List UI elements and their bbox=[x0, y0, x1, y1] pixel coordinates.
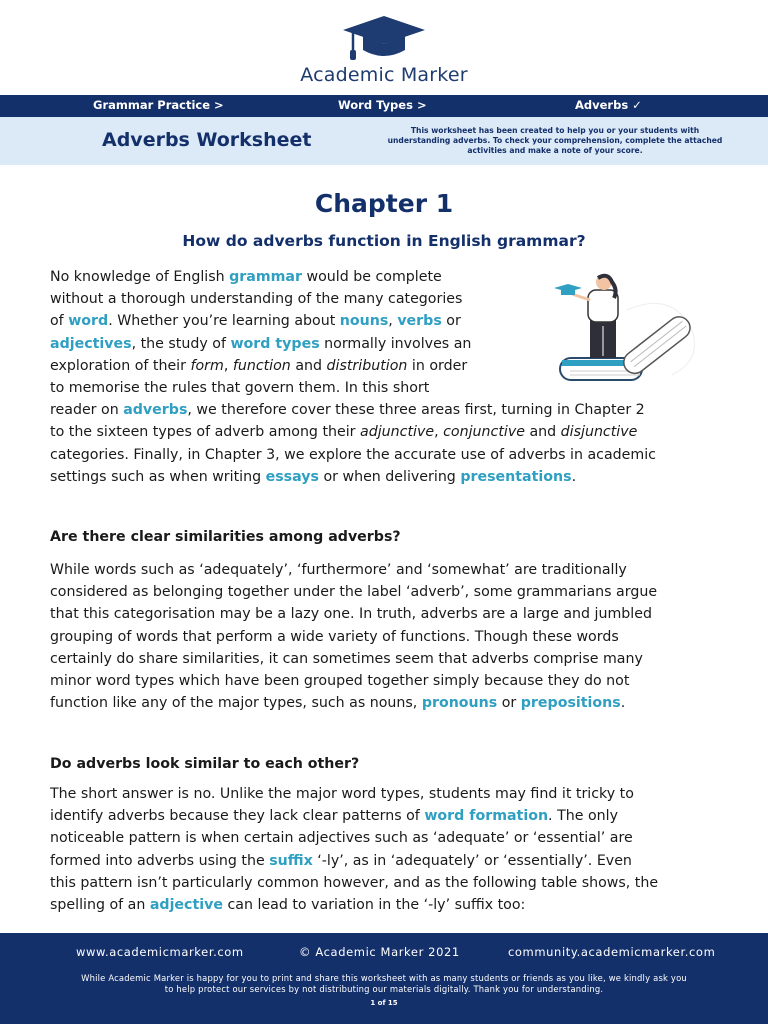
breadcrumb-nav bbox=[0, 95, 768, 117]
brand-name: Academic Marker bbox=[300, 64, 468, 86]
link-suffix[interactable]: suffix bbox=[269, 852, 313, 869]
link-pronouns[interactable]: pronouns bbox=[421, 695, 498, 712]
page-footer bbox=[0, 933, 768, 1024]
link-grammar[interactable]: grammar bbox=[229, 269, 303, 285]
section-heading-look-similar: Do adverbs look similar to each other? bbox=[50, 756, 360, 772]
link-verbs[interactable]: verbs bbox=[397, 313, 442, 330]
link-presentations[interactable]: presentations bbox=[460, 468, 572, 485]
footer-note: While Academic Marker is happy for you to print and share this worksheet with as many students or friends as you like, we kindly ask you to help protect our services by not distributing our materials digitally. Thank you for understanding. bbox=[81, 973, 687, 994]
nav-adverbs[interactable]: Adverbs ✓ bbox=[575, 98, 642, 112]
worksheet-header bbox=[0, 117, 768, 165]
link-prepositions[interactable]: prepositions bbox=[520, 695, 621, 712]
chapter-heading: Chapter 1 bbox=[314, 189, 454, 218]
graduation-cap-icon bbox=[341, 14, 427, 64]
link-adverbs[interactable]: adverbs bbox=[123, 402, 188, 419]
section-heading-similarities: Are there clear similarities among adverbs? bbox=[50, 529, 401, 545]
nav-grammar-practice[interactable]: Grammar Practice > bbox=[93, 98, 224, 112]
link-adjectives[interactable]: adjectives bbox=[50, 335, 132, 352]
nav-word-types[interactable]: Word Types > bbox=[338, 98, 427, 112]
look-similar-paragraph: The short answer is no. Unlike the major word types, students may find it tricky to identify adverbs because they lack clear patterns of word formation. The only noticeable pattern is when certain adjectives such as ‘adequate’ or ‘essential’ are formed into adverbs using the suffix ‘-ly’, as in ‘adequately’ or ‘essentially’. Even this pattern isn’t particularly common however, and as the following table shows, the spelling of an adjective can lead to variation in the ‘-ly’ suffix too: bbox=[50, 786, 659, 914]
link-nouns[interactable]: nouns bbox=[339, 313, 389, 330]
link-essays[interactable]: essays bbox=[265, 468, 319, 485]
link-word-formation[interactable]: word formation bbox=[424, 808, 549, 825]
worksheet-description: This worksheet has been created to help you or your students with understanding adverbs. To check your comprehension, complete the attached activities and make a note of your score. bbox=[387, 126, 723, 155]
page-number: 1 of 15 bbox=[370, 999, 398, 1007]
footer-copyright: © Academic Marker 2021 bbox=[299, 945, 460, 959]
logo bbox=[0, 0, 768, 95]
link-word[interactable]: word bbox=[68, 313, 109, 330]
intro-paragraph: No knowledge of English grammar would be complete without a thorough understanding of the many categories of word. Whether you’re learning about nouns, verbs or adjectives, the study of word types normally involves an exploration of their form, function and distribution in order to memorise the rules that govern them. In this short reader on adverbs, we therefore cover these three areas first, turning in Chapter 2 to the sixteen types of adverb among their adjunctive, conjunctive and disjunctive categories. Finally, in Chapter 3, we explore the accurate use of adverbs in academic settings such as when writing essays or when delivering presentations. bbox=[50, 269, 656, 485]
similarities-paragraph: While words such as ‘adequately’, ‘furthermore’ and ‘somewhat’ are traditionally considered as belonging together under the label ‘adverb’, some grammarians argue that this categorisation may be a lazy one. In truth, adverbs are a large and jumbled grouping of words that perform a wide variety of functions. Though these words certainly do share similarities, it can sometimes seem that adverbs comprise many minor word types which have been grouped together simply because they do not function like any of the major types, such as nouns, pronouns or prepositions. bbox=[50, 562, 658, 712]
worksheet-title: Adverbs Worksheet bbox=[102, 129, 312, 151]
footer-community[interactable]: community.academicmarker.com bbox=[508, 945, 716, 959]
link-word-types[interactable]: word types bbox=[230, 335, 320, 352]
footer-website[interactable]: www.academicmarker.com bbox=[76, 945, 244, 959]
link-adjective[interactable]: adjective bbox=[149, 897, 223, 914]
chapter-subtitle: How do adverbs function in English grammar? bbox=[182, 232, 586, 250]
